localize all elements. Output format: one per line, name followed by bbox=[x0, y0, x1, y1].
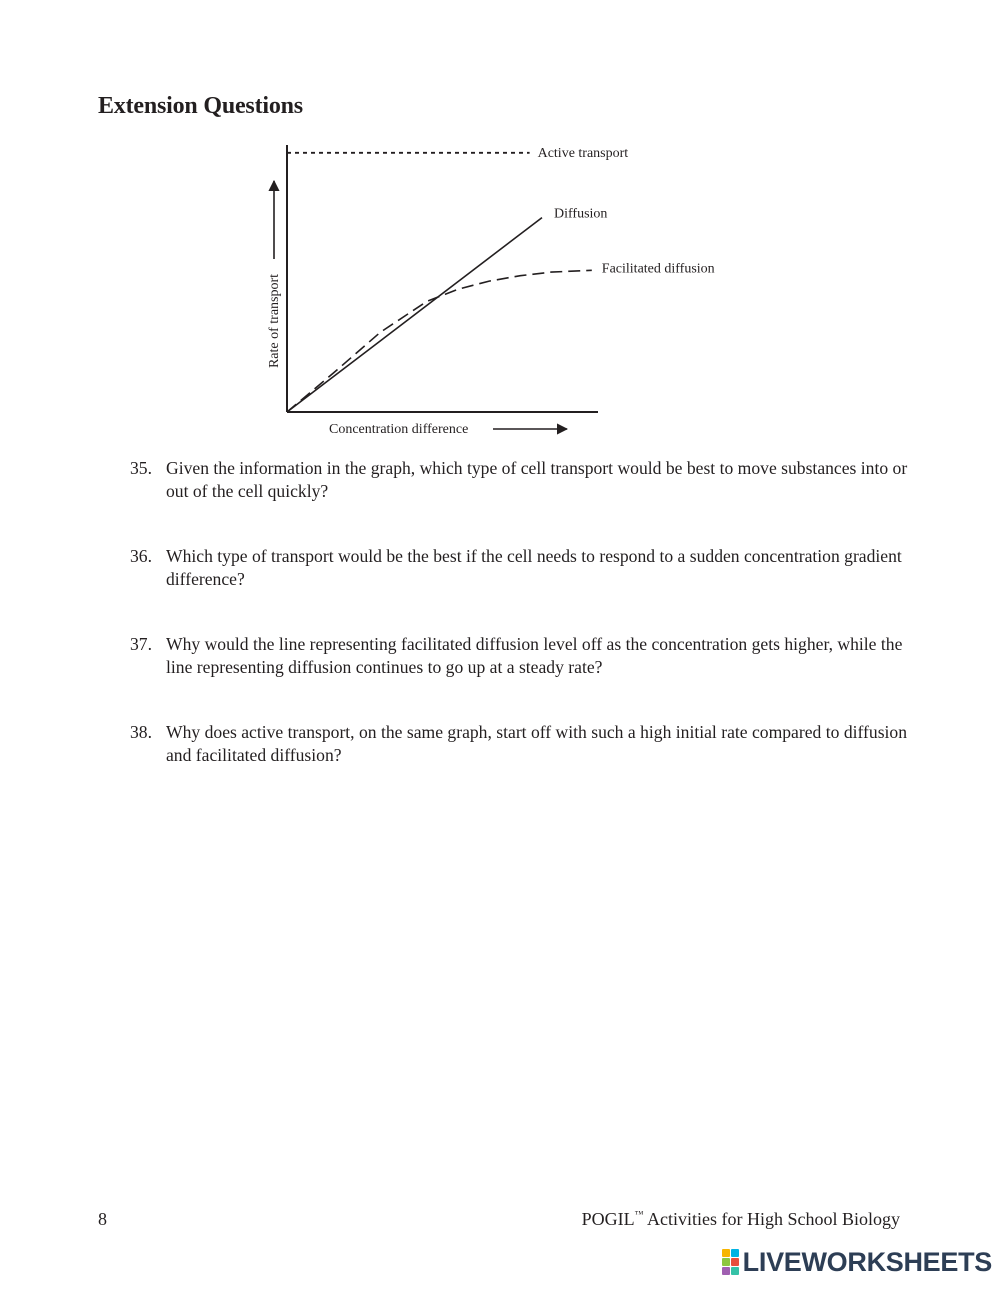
transport-rate-chart bbox=[255, 135, 735, 450]
footer-book-title bbox=[582, 1209, 900, 1230]
logo-text: LIVEWORKSHEETS bbox=[742, 1246, 992, 1277]
footer-title-suffix: Activities for High School Biology bbox=[643, 1209, 900, 1229]
question-number: 37. bbox=[130, 634, 152, 654]
question-number: 35. bbox=[130, 458, 152, 478]
x-axis-label: Concentration difference bbox=[329, 422, 469, 437]
logo-block bbox=[731, 1249, 739, 1257]
logo-block bbox=[722, 1258, 730, 1266]
question-number: 38. bbox=[130, 722, 152, 742]
question-number: 36. bbox=[130, 546, 152, 566]
question-text: Why does active transport, on the same graph, start off with such a high initial rate compared to diffusion and facilitated diffusion? bbox=[166, 722, 908, 765]
question-35 bbox=[130, 457, 910, 503]
page-number: 8 bbox=[98, 1209, 107, 1229]
logo-block bbox=[731, 1258, 739, 1266]
question-38 bbox=[130, 721, 910, 767]
trademark-symbol: ™ bbox=[634, 1209, 644, 1219]
question-text: Which type of transport would be the best if the cell needs to respond to a sudden concentration gradient difference? bbox=[166, 546, 902, 589]
logo-blocks-icon bbox=[722, 1249, 739, 1275]
facilitated-diffusion-label: Facilitated diffusion bbox=[601, 261, 715, 277]
logo-block bbox=[722, 1249, 730, 1257]
active-transport-label: Active transport bbox=[537, 145, 629, 161]
question-37 bbox=[130, 633, 910, 679]
diffusion-label: Diffusion bbox=[554, 206, 608, 222]
logo-block bbox=[722, 1267, 730, 1275]
facilitated-diffusion-line bbox=[287, 270, 592, 412]
footer-title-prefix: POGIL bbox=[581, 1209, 635, 1229]
liveworksheets-logo[interactable] bbox=[722, 1245, 992, 1279]
question-36 bbox=[130, 545, 910, 591]
y-axis-label: Rate of transport bbox=[267, 273, 282, 369]
question-text: Given the information in the graph, which type of cell transport would be best to move substances into or out of the cell quickly? bbox=[166, 458, 908, 501]
section-heading: Extension Questions bbox=[98, 93, 303, 119]
question-text: Why would the line representing facilitated diffusion level off as the concentration gets higher, while the line representing diffusion continues to go up at a steady rate? bbox=[166, 634, 903, 677]
logo-block bbox=[731, 1267, 739, 1275]
diffusion-line bbox=[287, 218, 542, 412]
